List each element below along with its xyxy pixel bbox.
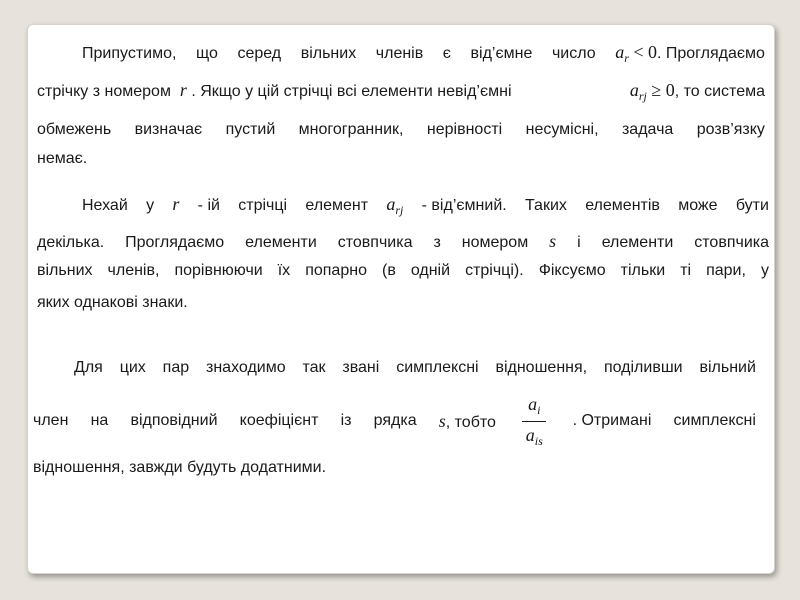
text-segment: яких однакові знаки. xyxy=(37,294,188,311)
word: задача xyxy=(621,121,674,138)
word: пар xyxy=(162,359,190,376)
math-var-r: r xyxy=(172,194,180,214)
word: симплексні xyxy=(396,359,479,376)
word: цих xyxy=(119,359,146,376)
paragraph-3-line-2 xyxy=(33,393,756,448)
word: елементів xyxy=(585,197,660,214)
word: пари, xyxy=(706,262,746,279)
word: стрічці). xyxy=(465,262,524,279)
word: бути xyxy=(735,197,769,214)
word: є xyxy=(442,45,451,62)
paragraph-3-line-3 xyxy=(33,459,756,477)
word: . Отримані xyxy=(572,412,652,429)
text-segment: s, тобто xyxy=(438,410,496,431)
word: многогранник, xyxy=(298,121,404,138)
word: вільних xyxy=(37,262,93,279)
word: Таких xyxy=(525,197,567,214)
paragraph-2-line-2 xyxy=(37,231,769,252)
word: (в xyxy=(381,262,396,279)
word: визначає xyxy=(134,121,203,138)
word: симплексні xyxy=(673,412,756,429)
paragraph-2-line-1 xyxy=(37,194,769,218)
paragraph-1 xyxy=(37,25,765,185)
word: Фіксуємо xyxy=(538,262,606,279)
word: - від’ємний. xyxy=(421,197,507,214)
word: і xyxy=(577,234,581,251)
word: у xyxy=(760,262,769,279)
word: так xyxy=(302,359,326,376)
word: елементи xyxy=(601,234,674,251)
word: обмежень xyxy=(37,121,112,138)
paragraph-1-line-1 xyxy=(37,42,765,66)
word: елемент xyxy=(305,197,369,214)
word: відповідний xyxy=(130,412,218,429)
word: член xyxy=(33,412,69,429)
word: вільних xyxy=(300,45,357,62)
word: членів xyxy=(375,45,424,62)
word: коефіцієнт xyxy=(239,412,319,429)
word: відношення, xyxy=(495,359,588,376)
word: поділивши xyxy=(603,359,683,376)
paragraph-3-line-1 xyxy=(33,359,756,377)
word: що xyxy=(196,45,218,62)
word: Припустимо, xyxy=(82,45,177,62)
paragraph-1-line-4 xyxy=(37,150,765,168)
word: з xyxy=(433,234,441,251)
word: може xyxy=(678,197,718,214)
word: ті xyxy=(680,262,692,279)
word: Проглядаємо xyxy=(125,234,225,251)
word: рядка xyxy=(373,412,417,429)
word: Нехай xyxy=(82,197,128,214)
paragraph-1-line-2 xyxy=(37,80,765,104)
fraction-numerator: $a_i$ xyxy=(522,394,546,422)
word: від’ємне xyxy=(470,45,533,62)
word: попарно xyxy=(305,262,367,279)
formula-arj: $a_{rj}$ xyxy=(386,194,404,217)
word: знаходимо xyxy=(206,359,286,376)
paragraph-1-line-3 xyxy=(37,121,765,139)
formula-ar-negative: $a_r < 0$. Проглядаємо xyxy=(615,42,765,65)
word: розв’язку xyxy=(696,121,765,138)
fraction-denominator: $a_{is}$ xyxy=(525,424,543,448)
text-segment: немає. xyxy=(37,150,88,167)
word: у xyxy=(146,197,155,214)
word: Для xyxy=(74,359,103,376)
word: нерівності xyxy=(426,121,503,138)
word: звані xyxy=(342,359,380,376)
word: вільний xyxy=(699,359,756,376)
word: стовпчика xyxy=(694,234,769,251)
word: число xyxy=(551,45,596,62)
word: елементи xyxy=(245,234,317,251)
word: - ій xyxy=(197,197,220,214)
word: стовпчика xyxy=(337,234,413,251)
paragraph-2-line-3 xyxy=(37,262,769,280)
paragraph-2 xyxy=(37,185,769,325)
text-segment: стрічку з номером r . Якщо у цій стрічці всі елементи невід’ємні xyxy=(37,80,512,100)
word: декілька. xyxy=(37,234,105,251)
word: порівнюючи xyxy=(174,262,263,279)
math-var-s: s xyxy=(549,231,557,251)
paragraph-2-line-4 xyxy=(37,294,769,312)
fraction-ai-over-ais xyxy=(522,394,546,449)
word: із xyxy=(340,412,352,429)
paragraph-3 xyxy=(33,345,756,485)
word: їх xyxy=(277,262,291,279)
word: тільки xyxy=(620,262,666,279)
word: стрічці xyxy=(238,197,288,214)
word: одній xyxy=(410,262,451,279)
word: на xyxy=(90,412,109,429)
word: номером xyxy=(461,234,529,251)
text-segment: відношення, завжди будуть додатними. xyxy=(33,459,327,476)
formula-arj-nonnegative: $a_{rj} \ge 0$, то система xyxy=(629,80,765,103)
word: пустий xyxy=(225,121,276,138)
word: серед xyxy=(237,45,282,62)
slide xyxy=(27,24,775,574)
word: несумісні, xyxy=(525,121,599,138)
word: членів, xyxy=(107,262,160,279)
